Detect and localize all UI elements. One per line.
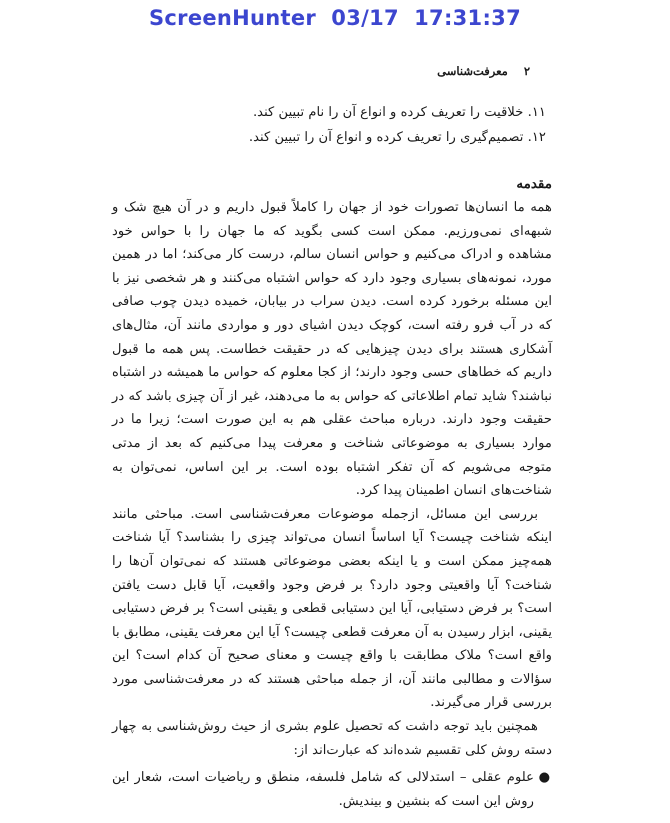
list-item (112, 766, 550, 813)
bullet-icon: ● (538, 770, 550, 786)
objective-item: ۱۲. تصمیم‌گیری را تعریف کرده و انواع آن را تبیین کند. (248, 130, 546, 145)
book-page (112, 64, 552, 813)
page-number: ۲ (523, 64, 530, 78)
list-item-text: علوم عقلی – استدلالی که شامل فلسفه، منطق و ریاضیات است، شعار این روش این است که بنشین و بیندیش. (112, 770, 534, 809)
method-list (112, 766, 552, 813)
running-head (112, 64, 530, 78)
body-paragraph: همچنین باید توجه داشت که تحصیل علوم بشری از حیث روش‌شناسی به چهار دسته روش کلی تقسیم شده‌اند که عبارت‌اند از: (112, 719, 552, 758)
learning-objectives (112, 100, 552, 150)
objective-item: ۱۱. خلاقیت را تعریف کرده و انواع آن را نام تبیین کند. (252, 105, 546, 120)
section-heading: مقدمه (516, 176, 552, 192)
body-paragraph: بررسی این مسائل، ازجمله موضوعات معرفت‌شناسی است. مباحثی مانند اینکه شناخت چیست؟ آیا اساساً انسان می‌تواند چیزی را بشناسد؟ آیا شناخت همه‌چیز ممکن است و یا اینکه بعضی موضوعاتی هستند که نمی‌توان آن‌ها را شناخت؟ آیا واقعیتی وجود دارد؟ بر فرض وجود واقعیت، آیا قابل دست یافتن است؟ بر فرض دستیابی، آیا این دستیابی قطعی و یقینی است؟ بر فرض دستیابی یقینی، ابزار رسیدن به آن معرفت قطعی چیست؟ آیا این معرفت یقینی، مطابق با واقع است؟ ملاک مطابقت با واقع چیست و معنای صحیح آن کدام است؟ این سؤالات و مطالبی مانند آن، از جمله مباحثی هستند که در معرفت‌شناسی مورد بررسی قرار می‌گیرند. (112, 506, 552, 711)
screenhunter-timestamp-overlay: ScreenHunter 03/17 17:31:37 (148, 6, 521, 30)
body-paragraph: همه ما انسان‌ها تصورات خود از جهان را کاملاً قبول داریم و در آن هیچ شک و شبهه‌ای نمی‌ورزیم. ممکن است کسی بگوید که ما جهان را با حواس خود مشاهده و ادراک می‌کنیم و حواس انسان سالم، درست کار می‌کند؛ اما در همین مورد، نمونه‌های بسیاری وجود دارد که حواس اشتباه می‌کنند و هر شخصی نیز با این مسئله برخورد کرده است. دیدن سراب در بیابان، خمیده دیدن چوب صافی که در آب فرو رفته است، کوچک دیدن اشیای دور و مواردی مانند آن، مثال‌های آشکاری هستند برای دیدن چیزهایی که در حقیقت خطاست. پس همه ما قبول داریم که خطاهای حسی وجود دارند؛ از کجا معلوم که حواس ما همیشه در اشتباه نباشند؟ شاید تمام اطلاعاتی که حواس به ما می‌دهند، غیر از آن چیزی باشد که در حقیقت وجود دارند. درباره مباحث عقلی هم به این صورت است؛ زیرا ما در موارد بسیاری به موضوعاتی شناخت و معرفت پیدا می‌کنیم که بعد از مدتی متوجه می‌شویم که آن تفکر اشتباه بوده است. بر این اساس، نمی‌توان به شناخت‌های انسان اطمینان پیدا کرد. (112, 200, 552, 499)
chapter-title: معرفت‌شناسی (437, 64, 508, 78)
